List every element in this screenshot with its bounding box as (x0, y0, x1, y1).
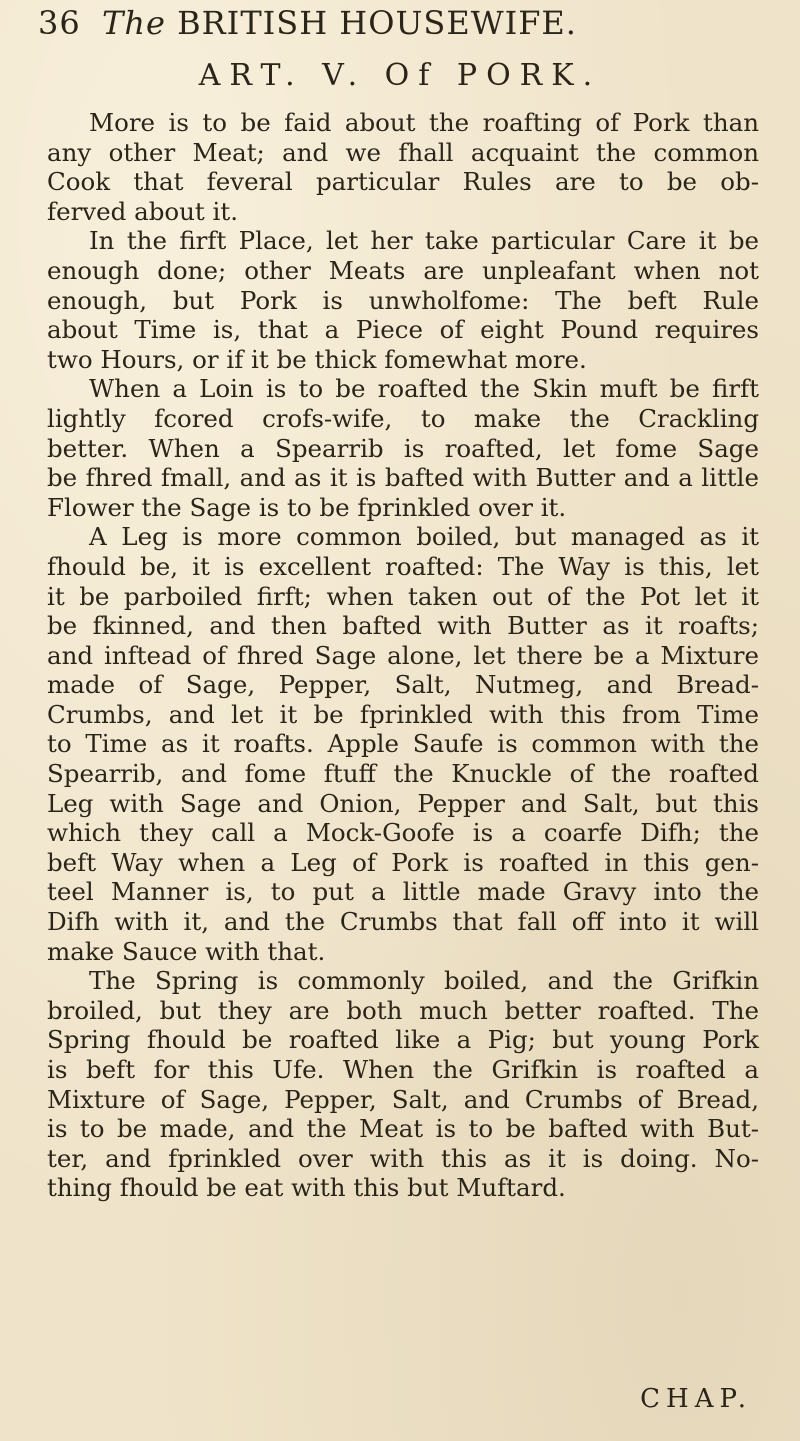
text-line: any other Meat; and we fhall acquaint the common (47, 137, 759, 167)
text-line: teel Manner is, to put a little made Gravy into the (47, 877, 759, 907)
text-line: and inftead of fhred Sage alone, let there be a Mixture (47, 640, 759, 670)
text-line: The Spring is commonly boiled, and the Grifkin (89, 966, 759, 996)
text-line: Mixture of Sage, Pepper, Salt, and Crumbs of Bread, (47, 1084, 759, 1114)
text-line: Leg with Sage and Onion, Pepper and Salt, but this (47, 788, 759, 818)
text-line: lightly fcored crofs-wife, to make the Crackling (47, 403, 759, 433)
text-line: A Leg is more common boiled, but managed as it (89, 522, 759, 552)
text-line: Crumbs, and let it be fprinkled with this from Time (47, 699, 759, 729)
text-line: enough, but Pork is unwholfome: The beft Rule (47, 285, 759, 315)
text-line: about Time is, that a Piece of eight Pound requires (47, 315, 759, 345)
running-head (38, 4, 758, 60)
text-line: to Time as it roafts. Apple Saufe is common with the (47, 729, 759, 759)
text-line: broiled, but they are both much better roafted. The (47, 995, 759, 1025)
text-line: be fkinned, and then bafted with Butter as it roafts; (47, 611, 759, 641)
article-heading: ART. V. Of PORK. (198, 58, 602, 93)
running-title (102, 4, 577, 42)
text-line: Spearrib, and fome ftuff the Knuckle of the roafted (47, 759, 759, 789)
page-number: 36 (38, 4, 81, 42)
text-line: ter, and fprinkled over with this as it is doing. No- (47, 1143, 759, 1173)
running-title-the: The (102, 4, 166, 42)
text-line: fhould be, it is excellent roafted: The Way is this, let (47, 551, 759, 581)
text-line: Flower the Sage is to be fprinkled over it. (47, 492, 567, 522)
text-line: is to be made, and the Meat is to be bafted with But- (47, 1114, 759, 1144)
running-title-rest: BRITISH HOUSEWIFE. (177, 4, 577, 42)
text-line: Spring fhould be roafted like a Pig; but young Pork (47, 1025, 759, 1055)
catchword: CHAP. (640, 1384, 752, 1414)
text-line: make Sauce with that. (47, 936, 326, 966)
text-line: Cook that feveral particular Rules are to be ob- (47, 167, 759, 197)
text-line: thing fhould be eat with this but Muftard. (47, 1173, 566, 1203)
text-line: two Hours, or if it be thick fomewhat more. (47, 344, 587, 374)
text-line: is beft for this Ufe. When the Grifkin is roafted a (47, 1055, 759, 1084)
text-line: In the firft Place, let her take particular Care it be (89, 226, 759, 256)
text-line: ferved about it. (47, 196, 239, 226)
text-line: made of Sage, Pepper, Salt, Nutmeg, and Bread- (47, 670, 759, 700)
text-line: When a Loin is to be roafted the Skin muft be firft (89, 374, 759, 404)
text-line: More is to be faid about the roafting of Pork than (89, 108, 759, 137)
text-line: enough done; other Meats are unpleafant when not (47, 255, 759, 285)
text-line: which they call a Mock-Goofe is a coarfe Difh; the (47, 818, 759, 848)
text-line: be fhred fmall, and as it is bafted with Butter and a little (47, 463, 759, 493)
text-line: better. When a Spearrib is roafted, let fome Sage (47, 433, 759, 463)
text-line: beft Way when a Leg of Pork is roafted in this gen- (47, 847, 759, 877)
text-line: Difh with it, and the Crumbs that fall off into it will (47, 907, 759, 937)
body-text (47, 108, 759, 1203)
text-line: it be parboiled firft; when taken out of the Pot let it (47, 581, 759, 611)
